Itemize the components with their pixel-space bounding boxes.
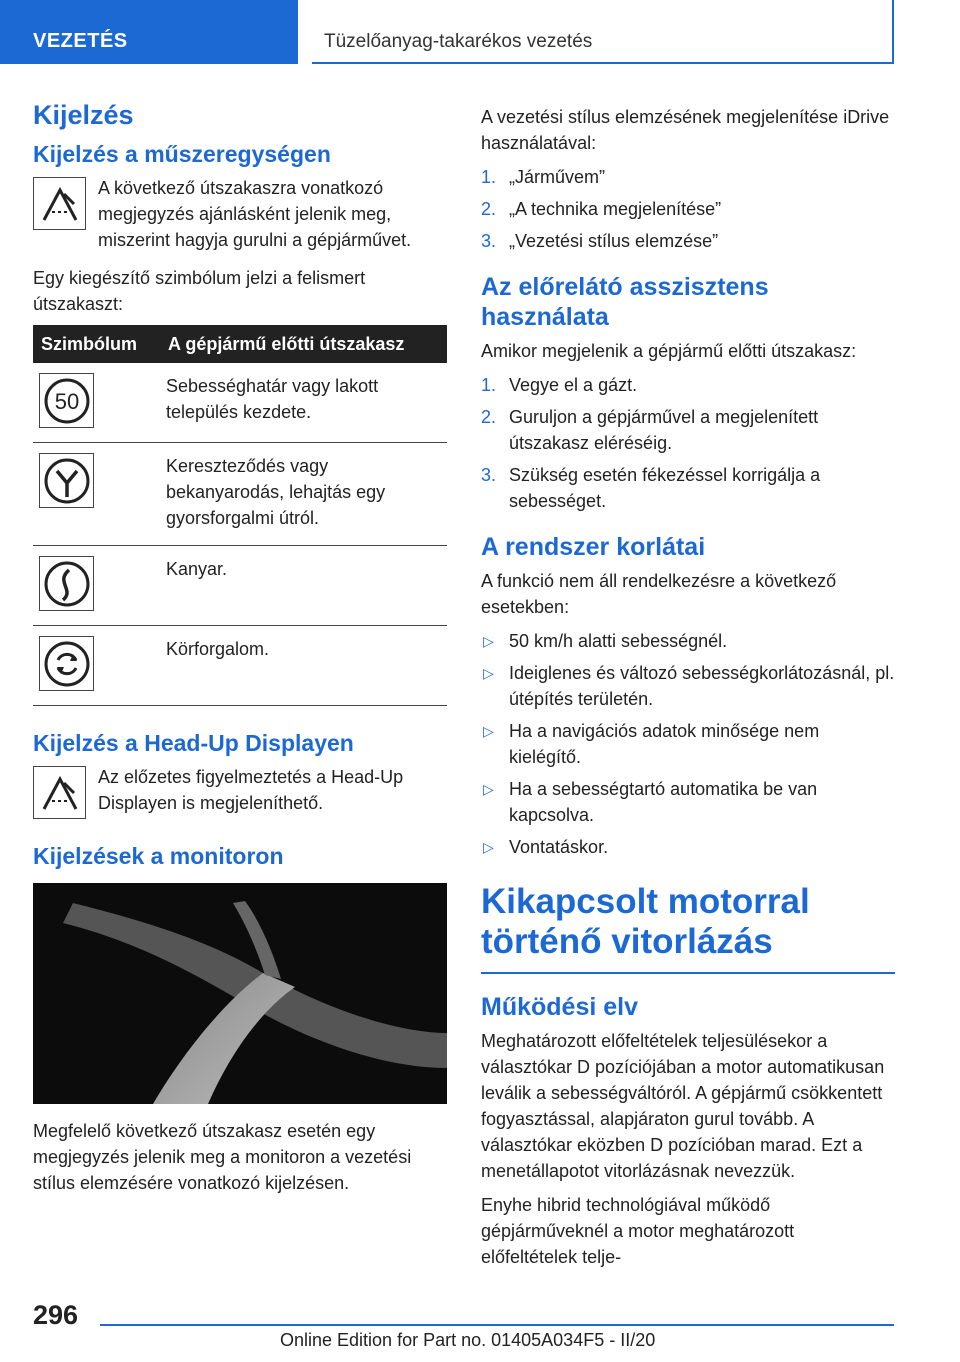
heading-hud: Kijelzés a Head-Up Displayen (33, 730, 354, 756)
list-item: 1. Vegye el a gázt. (481, 375, 638, 395)
assist-intro: Amikor megjelenik a gépjármű előtti útszakasz: (481, 341, 857, 361)
table-row (33, 546, 447, 626)
list-item: 2. „A technika megjelenítése” (481, 199, 722, 219)
heading-coasting: Kikapcsolt motorral történő vitorlázás (481, 882, 810, 961)
footer-divider (100, 1324, 894, 1326)
table-row (33, 626, 447, 706)
assist-steps (481, 372, 895, 514)
list-item: ▷ Vontatáskor. (483, 837, 609, 857)
principle-paragraph-2: Enyhe hibrid technológiával működő gépjárműveknél a motor meghatározott előfeltételek telje- (481, 1195, 795, 1267)
monitor-road-image (33, 883, 447, 1104)
principle-paragraph-1: Meghatározott előfeltételek teljesülésekor a választókar D pozíciójában a motor automatikusan leválik a sebességváltóról. A gépjármű csökkentett fogyasztással, alapjáraton gurul tovább. A választókar eközben D pozícióban marad. Ezt a menetállapotot vitorlázásnak nevezzük. (481, 1031, 885, 1181)
table-cell-text: Körforgalom. (160, 626, 447, 706)
speed-limit-50-icon (39, 373, 94, 428)
heading-display: Kijelzés (33, 100, 134, 130)
note-hud (33, 764, 447, 819)
section-label: VEZETÉS (33, 30, 128, 52)
list-item: 1. „Járművem” (481, 167, 606, 187)
right-column (481, 100, 895, 1278)
section-divider (481, 972, 895, 974)
list-item: 2. Guruljon a gépjárművel a megjelenített útszakasz eléréséig. (481, 407, 819, 453)
chapter-header (312, 0, 894, 64)
heading-principle: Működési elv (481, 993, 638, 1021)
table-cell-text: Sebességhatár vagy lakott település kezdete. (160, 363, 447, 443)
note-cluster (33, 175, 447, 253)
table-header-symbol: Szimbólum (33, 325, 160, 363)
curve-icon (39, 556, 94, 611)
list-item: ▷ Ideiglenes és változó sebességkorlátozásnál, pl. útépítés területén. (483, 663, 895, 709)
table-header-road: A gépjármű előtti útszakasz (160, 325, 447, 363)
table-row (33, 363, 447, 443)
table-cell-text: Kanyar. (160, 546, 447, 626)
limits-list (481, 628, 895, 860)
svg-text:50: 50 (54, 388, 79, 414)
junction-fork-icon (39, 453, 94, 508)
road-hint-icon (33, 766, 86, 819)
table-row (33, 443, 447, 546)
list-item: ▷ Ha a navigációs adatok minősége nem kielégítő. (483, 721, 820, 767)
idrive-intro: A vezetési stílus elemzésének megjelenítése iDrive használatával: (481, 107, 890, 153)
table-cell-text: Kereszteződés vagy bekanyarodás, lehajtás egy gyorsforgalmi útról. (160, 443, 447, 546)
list-item: ▷ Ha a sebességtartó automatika be van kapcsolva. (483, 779, 818, 825)
edition-label: Online Edition for Part no. 01405A034F5 - II/20 (280, 1330, 656, 1350)
note-hud-text: Az előzetes figyelmeztetés a Head-Up Displayen is megjeleníthető. (98, 767, 404, 813)
road-hint-icon (33, 177, 86, 230)
section-tab (0, 0, 298, 64)
symbol-intro: Egy kiegészítő szimbólum jelzi a felismert útszakaszt: (33, 268, 366, 314)
roundabout-icon (39, 636, 94, 691)
symbol-table (33, 325, 447, 706)
list-item: 3. Szükség esetén fékezéssel korrigálja a sebességet. (481, 465, 821, 511)
idrive-steps (481, 164, 895, 254)
limits-intro: A funkció nem áll rendelkezésre a következő esetekben: (481, 571, 837, 617)
chapter-title: Tüzelőanyag-takarékos vezetés (324, 31, 593, 52)
monitor-text: Megfelelő következő útszakasz esetén egy megjegyzés jelenik meg a monitoron a vezetési stílus elemzésére vonatkozó kijelzésen. (33, 1121, 412, 1193)
heading-assistant: Az előrelátó asszisztens használata (481, 273, 769, 331)
note-cluster-text: A következő útszakaszra vonatkozó megjegyzés ajánlásként jelenik meg, miszerint hagyja gurulni a gépjárművet. (98, 178, 412, 250)
heading-limits: A rendszer korlátai (481, 533, 706, 561)
list-item: 3. „Vezetési stílus elemzése” (481, 231, 719, 251)
left-column (33, 100, 447, 1204)
page-number: 296 (33, 1300, 79, 1330)
list-item: ▷ 50 km/h alatti sebességnél. (483, 631, 728, 651)
heading-cluster: Kijelzés a műszeregységen (33, 141, 331, 167)
heading-monitor: Kijelzések a monitoron (33, 843, 284, 869)
